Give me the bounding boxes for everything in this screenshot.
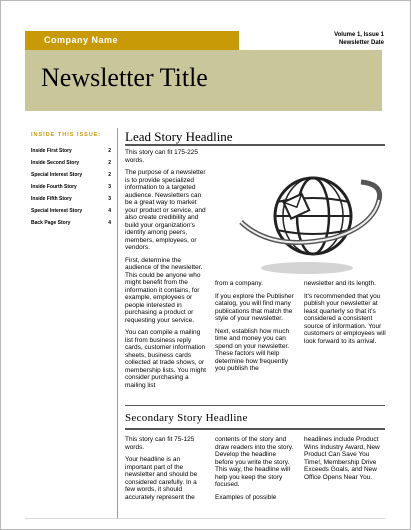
paragraph: from a company. — [215, 280, 263, 287]
toc-item[interactable] — [31, 184, 111, 196]
secondary-story-column-2 — [215, 436, 295, 506]
paragraph: You can compile a mailing list from business reply cards, customer information sheets, business cards collected at trade shows, or membership lists. You might consider purchasing a mailing list — [125, 329, 206, 389]
lead-story-column-1 — [125, 149, 209, 394]
volume-issue: Volume 1, Issue 1 — [334, 32, 384, 38]
lead-story-column-3 — [304, 280, 386, 350]
toc-item-page: 4 — [108, 220, 111, 226]
toc-item-page: 3 — [108, 196, 111, 202]
lead-story-headline: Lead Story Headline — [125, 129, 233, 144]
newsletter-date: Newsletter Date — [338, 40, 384, 46]
headline-rule — [125, 144, 385, 146]
paragraph: First, determine the audience of the newsletter. This could be anyone who might benefit from the information it contains, for example, employees or people interested in purchasing a product or requesting your service. — [125, 256, 203, 324]
toc-item[interactable] — [31, 196, 111, 208]
paragraph: headlines include Product Wins Industry Award, New Product Can Save You Time!, Membership Drive Exceeds Goals, and New Office Opens Near You. — [304, 436, 380, 481]
toc-item-page: 2 — [108, 148, 111, 154]
toc-item-label: Inside Fourth Story — [31, 184, 77, 190]
company-name: Company Name — [44, 35, 119, 45]
toc-item-label: Inside First Story — [31, 148, 72, 154]
page-bottom-rule — [25, 518, 385, 519]
toc-item-label: Inside Fifth Story — [31, 196, 72, 202]
paragraph: newsletter and its length. — [304, 280, 376, 287]
inside-this-issue-heading: INSIDE THIS ISSUE: — [31, 132, 102, 138]
toc-item[interactable] — [31, 208, 111, 220]
toc-item-page: 2 — [108, 160, 111, 166]
paragraph: Examples of possible — [215, 493, 277, 501]
paragraph: This story can fit 75-125 words. — [125, 436, 195, 451]
secondary-story-column-3 — [304, 436, 384, 486]
paragraph: contents of the story and draw readers into the story. Develop the headline before you write the story. This way, the headline will help you keep the story focused. — [215, 436, 294, 488]
secondary-story-headline: Secondary Story Headline — [125, 412, 248, 424]
toc-item-page: 3 — [108, 184, 111, 190]
toc-item-label: Inside Second Story — [31, 160, 80, 166]
headline-rule — [125, 428, 385, 430]
toc-item-label: Special Interest Story — [31, 172, 83, 178]
toc-item[interactable] — [31, 148, 111, 160]
section-rule — [125, 405, 385, 406]
toc-item-page: 4 — [108, 208, 111, 214]
paragraph: If you explore the Publisher catalog, you will find many publications that match the style of your newsletter. — [215, 292, 294, 322]
toc-item-label: Special Interest Story — [31, 208, 83, 214]
paragraph: The purpose of a newsletter is to provide specialized information to a targeted audience. Newsletters can be a great way to market your product or service, and also create credibility and build your organization's identity among peers, members, employees, or vendors. — [125, 169, 206, 251]
toc-item[interactable] — [31, 172, 111, 184]
paragraph: Your headline is an important part of the newsletter and should be considered carefully. In a few words, it should accurately represent the — [125, 456, 198, 501]
paragraph: This story can fit 175-225 words. — [125, 149, 198, 164]
toc-item[interactable] — [31, 220, 111, 232]
issue-info — [334, 31, 384, 47]
toc-item-label: Back Page Story — [31, 220, 71, 226]
globe-icon — [233, 164, 383, 276]
lead-story-column-2 — [215, 280, 295, 378]
secondary-story-column-1 — [125, 436, 205, 506]
paragraph: It's recommended that you publish your newsletter at least quarterly so that it's considered a consistent source of information. Your customers or employees will look forward to its arrival. — [304, 292, 386, 345]
toc-item[interactable] — [31, 160, 111, 172]
newsletter-title: Newsletter Title — [41, 63, 208, 92]
paragraph: Next, establish how much time and money you can spend on your newsletter. These factors will help determine how frequently you publish the — [215, 327, 290, 372]
sidebar-divider — [117, 128, 118, 519]
toc-item-page: 2 — [108, 172, 111, 178]
table-of-contents — [31, 148, 111, 232]
